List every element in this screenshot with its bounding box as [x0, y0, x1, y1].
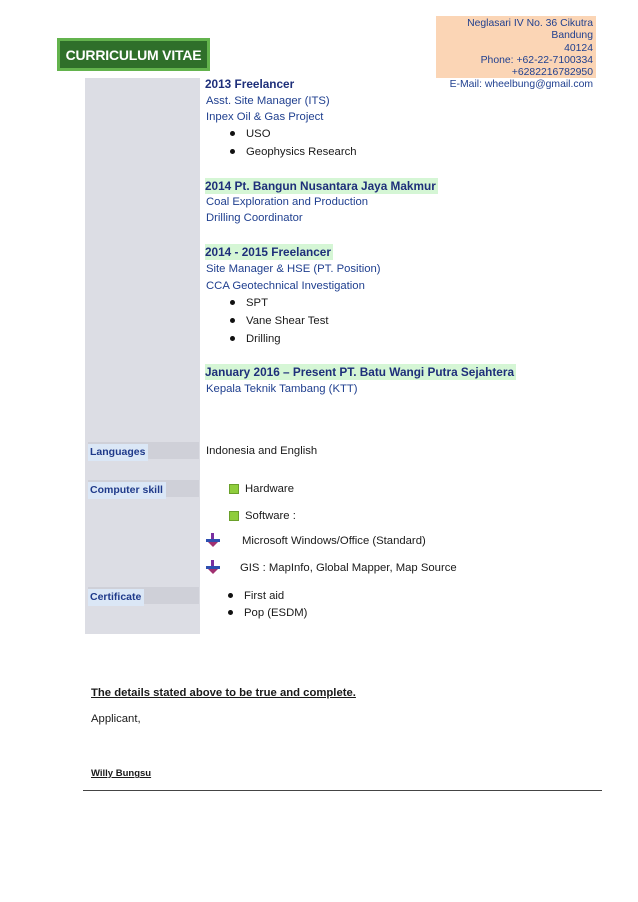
skill-item: Software :: [245, 510, 296, 522]
cv-title-badge: [57, 38, 210, 71]
computer-skill-label-bar: [88, 480, 199, 497]
bullet-item: SPT: [230, 296, 268, 310]
mobile: +6282216782950: [511, 67, 593, 79]
experience-heading: 2013 Freelancer: [205, 77, 295, 91]
experience-heading: 2014 Pt. Bangun Nusantara Jaya Makmur: [205, 179, 436, 193]
certificate-label-bar: [88, 587, 199, 604]
experience-heading: 2014 - 2015 Freelancer: [205, 245, 331, 259]
checkbox-bullet-icon: [229, 511, 239, 521]
software-item: GIS : MapInfo, Global Mapper, Map Source: [240, 562, 457, 574]
checkbox-bullet-icon: [229, 484, 239, 494]
bullet-icon: [228, 593, 233, 598]
certificate-item: First aid: [228, 589, 284, 603]
arrow-bullet-icon: [205, 560, 221, 574]
experience-line: CCA Geotechnical Investigation: [206, 280, 365, 292]
languages-value: Indonesia and English: [206, 445, 318, 457]
experience-line: Asst. Site Manager (ITS): [206, 95, 330, 107]
phone: Phone: +62-22-7100334: [480, 54, 593, 66]
experience-heading: January 2016 – Present PT. Batu Wangi Putra Sejahtera: [205, 365, 515, 379]
arrow-bullet-icon: [205, 533, 221, 547]
declaration-statement: The details stated above to be true and complete.: [91, 687, 356, 699]
languages-label-bar: [88, 442, 199, 459]
signature-name: Willy Bungsu: [91, 768, 152, 779]
contact-box: [436, 16, 596, 91]
bullet-item: Geophysics Research: [230, 145, 357, 159]
bullet-item: Drilling: [230, 332, 281, 346]
address-line-1: Neglasari IV No. 36 Cikutra Bandung: [467, 18, 593, 42]
bullet-icon: [230, 318, 235, 323]
applicant-label: Applicant,: [91, 713, 141, 725]
bullet-item: USO: [230, 127, 270, 141]
experience-line: Site Manager & HSE (PT. Position): [206, 263, 381, 275]
certificate-label: Certificate: [88, 589, 144, 606]
certificate-item: Pop (ESDM): [228, 606, 307, 620]
bullet-icon: [228, 610, 233, 615]
address-line-2: 40124: [564, 42, 593, 54]
cv-title: CURRICULUM VITAE: [60, 41, 207, 68]
left-column: [85, 78, 200, 634]
computer-skill-label: Computer skill: [88, 482, 166, 499]
bullet-icon: [230, 300, 235, 305]
experience-line: Coal Exploration and Production: [206, 196, 369, 208]
bottom-rule: [83, 790, 602, 791]
bullet-item: Vane Shear Test: [230, 314, 328, 328]
skill-item: Hardware: [245, 483, 294, 495]
email[interactable]: E-Mail: wheelbung@gmail.com: [449, 79, 593, 91]
experience-line: Kepala Teknik Tambang (KTT): [206, 383, 358, 395]
experience-line: Inpex Oil & Gas Project: [206, 111, 324, 123]
bullet-icon: [230, 149, 235, 154]
bullet-icon: [230, 336, 235, 341]
bullet-icon: [230, 131, 235, 136]
languages-label: Languages: [88, 444, 148, 461]
experience-line: Drilling Coordinator: [206, 212, 303, 224]
software-item: Microsoft Windows/Office (Standard): [242, 535, 426, 547]
